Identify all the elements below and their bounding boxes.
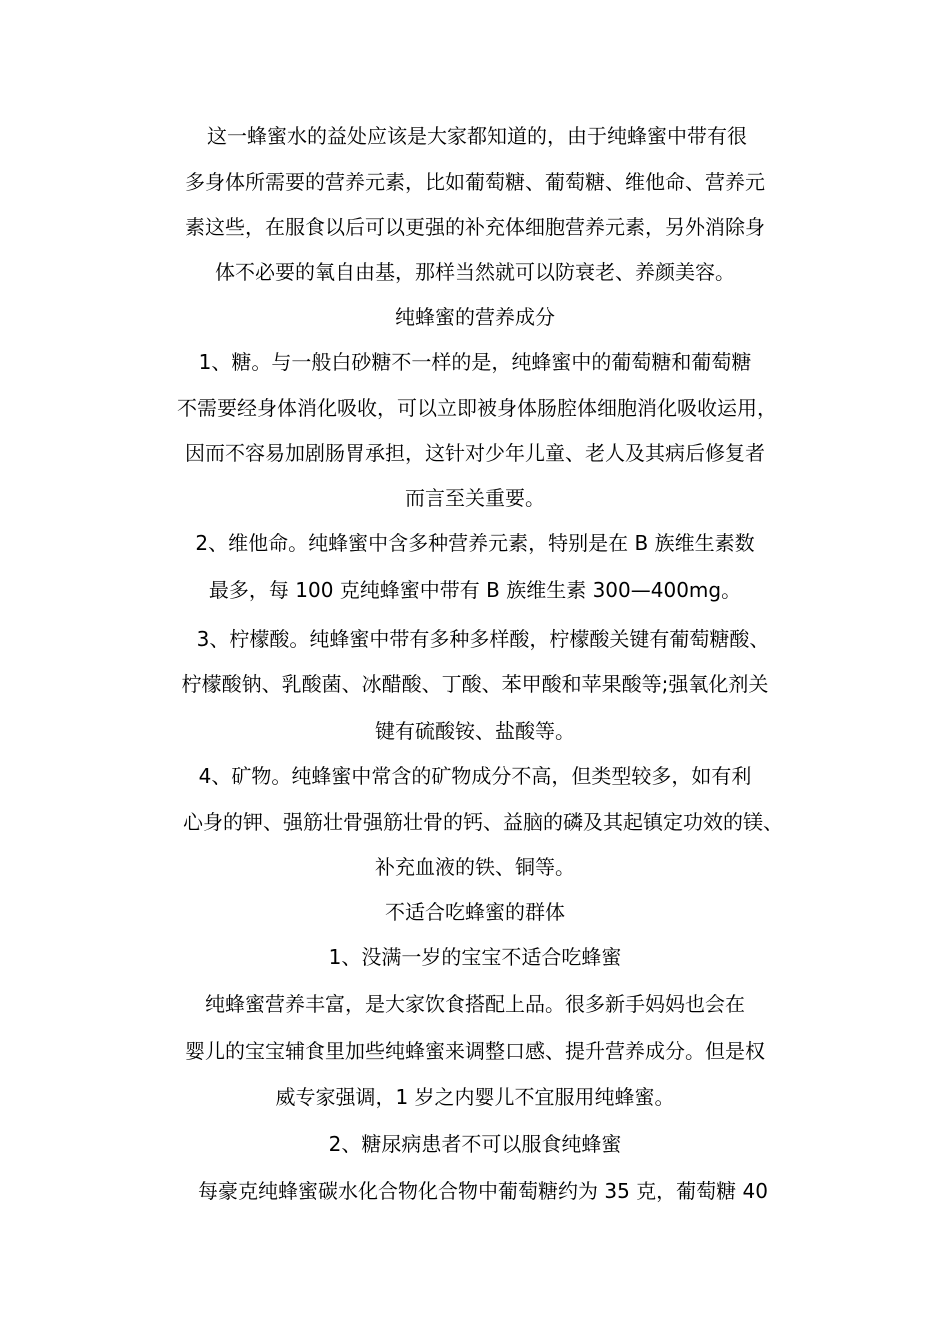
paragraph-line: 多身体所需要的营养元素，比如葡萄糖、葡萄糖、维他命、营养元 xyxy=(185,170,765,194)
paragraph-line: 纯蜂蜜营养丰富，是大家饮食搭配上品。很多新手妈妈也会在 xyxy=(205,992,745,1016)
paragraph-line: 而言至关重要。 xyxy=(405,486,545,510)
paragraph-line: 婴儿的宝宝辅食里加些纯蜂蜜来调整口感、提升营养成分。但是权 xyxy=(185,1039,765,1063)
paragraph-line: 4、矿物。纯蜂蜜中常含的矿物成分不高，但类型较多，如有利 xyxy=(198,764,752,788)
paragraph-line: 最多，每 100 克纯蜂蜜中带有 B 族维生素 300—400mg。 xyxy=(208,578,742,602)
paragraph-line: 键有硫酸铵、盐酸等。 xyxy=(375,719,575,743)
paragraph-line: 因而不容易加剧肠胃承担，这针对少年儿童、老人及其病后修复者 xyxy=(185,441,765,465)
sub-heading: 2、糖尿病患者不可以服食纯蜂蜜 xyxy=(328,1132,622,1156)
sub-heading: 1、没满一岁的宝宝不适合吃蜂蜜 xyxy=(328,945,622,969)
section-heading: 不适合吃蜂蜜的群体 xyxy=(385,900,565,924)
paragraph-line: 素这些，在服食以后可以更强的补充体细胞营养元素，另外消除身 xyxy=(185,215,765,239)
paragraph-line: 威专家强调，1 岁之内婴儿不宜服用纯蜂蜜。 xyxy=(275,1085,675,1109)
paragraph-line: 补充血液的铁、铜等。 xyxy=(375,855,575,879)
section-heading: 纯蜂蜜的营养成分 xyxy=(395,305,555,329)
paragraph-line: 每豪克纯蜂蜜碳水化合物化合物中葡萄糖约为 35 克，葡萄糖 40 xyxy=(198,1179,768,1203)
paragraph-line: 不需要经身体消化吸收，可以立即被身体肠腔体细胞消化吸收运用， xyxy=(177,396,777,420)
paragraph-line: 体不必要的氧自由基，那样当然就可以防衰老、养颜美容。 xyxy=(215,260,735,284)
paragraph-line: 2、维他命。纯蜂蜜中含多种营养元素，特别是在 B 族维生素数 xyxy=(195,531,755,555)
paragraph-line: 1、糖。与一般白砂糖不一样的是，纯蜂蜜中的葡萄糖和葡萄糖 xyxy=(198,350,752,374)
paragraph-line: 柠檬酸钠、乳酸菌、冰醋酸、丁酸、苯甲酸和苹果酸等;强氧化剂关 xyxy=(181,672,769,696)
paragraph-line: 这一蜂蜜水的益处应该是大家都知道的，由于纯蜂蜜中带有很 xyxy=(207,124,747,148)
paragraph-line: 3、柠檬酸。纯蜂蜜中带有多种多样酸，柠檬酸关键有葡萄糖酸、 xyxy=(196,627,770,651)
paragraph-line: 心身的钾、强筋壮骨强筋壮骨的钙、益脑的磷及其起镇定功效的镁、 xyxy=(183,810,783,834)
